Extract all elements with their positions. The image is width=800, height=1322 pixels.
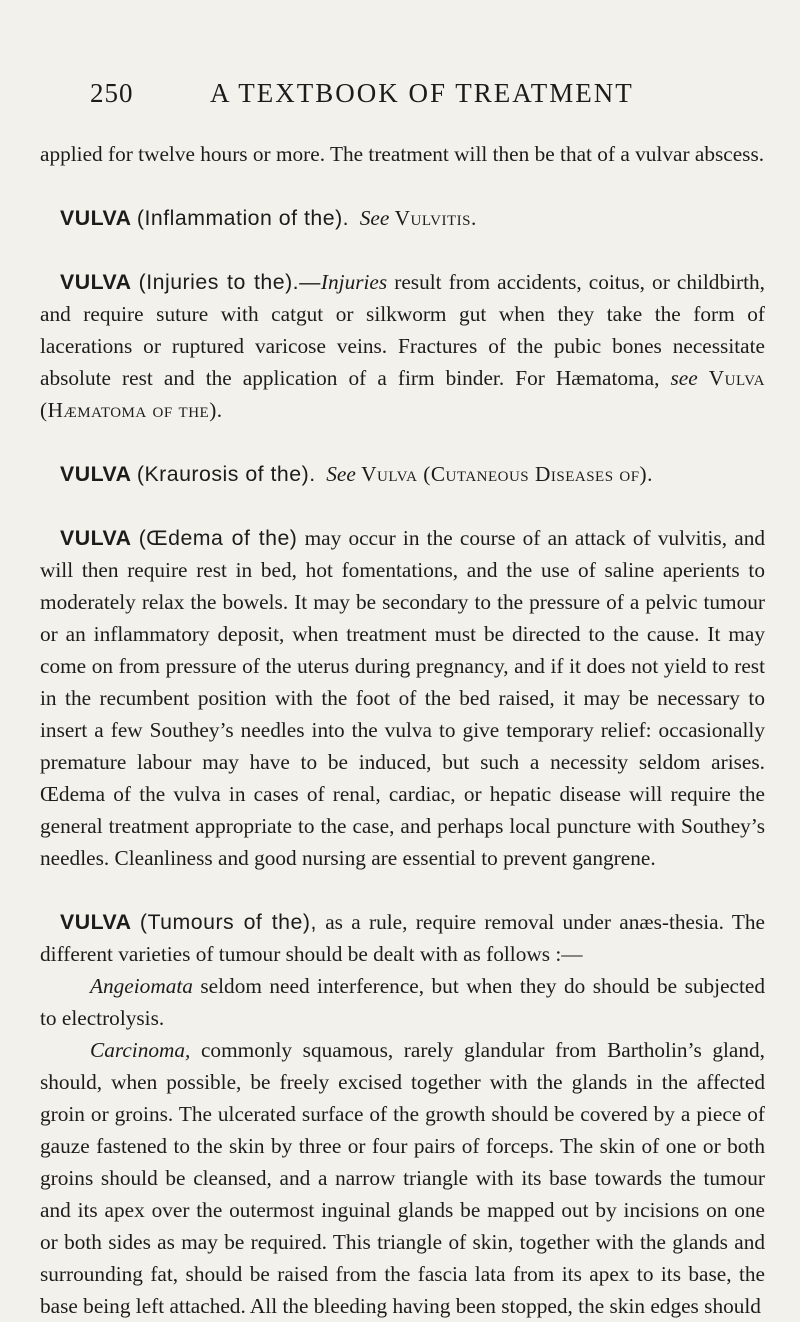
entry-text: as a rule, require removal under anæs-thesia. The different varieties of tumour should be dealt with as follows :— bbox=[40, 910, 766, 966]
subentry-term: Carcinoma, bbox=[90, 1038, 191, 1062]
entry-heading: (Tumours of the), bbox=[139, 910, 317, 934]
see-label: See bbox=[326, 462, 356, 486]
entry-heading: (Inflammation of the). bbox=[136, 206, 350, 230]
entry-vulva-tumours bbox=[40, 906, 765, 970]
entry-heading: (Injuries to the).— bbox=[138, 270, 321, 294]
subentry-text: seldom need interference, but when they do should be subjected to electrolysis. bbox=[40, 974, 765, 1030]
see-label: See bbox=[359, 206, 390, 230]
entry-heading: (Œdema of the) bbox=[138, 526, 298, 550]
subentry-angeiomata bbox=[40, 970, 765, 1034]
subentry-term: Angeiomata bbox=[90, 974, 193, 998]
continuation-text: applied for twelve hours or more. The treatment will then be that of a vulvar abscess. bbox=[40, 142, 765, 166]
entry-vulva-oedema bbox=[40, 522, 765, 874]
entry-vulva-inflammation bbox=[40, 202, 765, 234]
page-number: 250 bbox=[90, 78, 134, 108]
entry-keyword: VULVA bbox=[60, 526, 132, 550]
entry-vulva-injuries bbox=[40, 266, 765, 426]
cross-reference: Vulva (Cutaneous Diseases of). bbox=[361, 462, 653, 486]
entry-vulva-kraurosis bbox=[40, 458, 765, 490]
cross-reference: Vulva (Hæmatoma of the). bbox=[40, 366, 765, 422]
entry-text: may occur in the course of an attack of vulvitis, and will then require rest in bed, hot fomentations, and the use of saline aperients to moderately relax the bowels. It may be secondary to the pressure of a pelvic tumour or an inflammatory deposit, when treatment must be directed to the cause. It may come on from pressure of the uterus during pregnancy, and if it does not yield to rest in the recumbent position with the foot of the bed raised, it may be necessary to insert a few Southey’s needles into the vulva to give temporary relief: occasionally premature labour may have to be induced, but such a necessity seldom arises. Œdema of the vulva in cases of renal, cardiac, or hepatic disease will require the general treatment appropriate to the case, and perhaps local puncture with Southey’s needles. Cleanliness and good nursing are essential to prevent gangrene. bbox=[40, 526, 765, 870]
subentry-text: commonly squamous, rarely glandular from Bartholin’s gland, should, when possible, be freely excised together with the glands in the affected groin or groins. The ulcerated surface of the growth should be covered by a piece of gauze fastened to the skin by three or four pairs of forceps. The skin of one or both groins should be cleansed, and a narrow triangle with its base towards the tumour and its apex over the outermost inguinal glands be mapped out by incisions on one or both sides as may be required. This triangle of skin, together with the glands and surrounding fat, should be raised from the fascia lata from its apex to its base, the base being left attached. All the bleeding having been stopped, the skin edges should bbox=[40, 1038, 765, 1318]
entry-heading: (Kraurosis of the). bbox=[136, 462, 316, 486]
subentry-carcinoma bbox=[40, 1034, 765, 1322]
page-body bbox=[40, 138, 765, 1322]
see-label: see bbox=[670, 366, 698, 390]
running-title: A TEXTBOOK OF TREATMENT bbox=[210, 78, 634, 108]
entry-text: result from accidents, coitus, or childbirth, and require suture with catgut or silkworm gut when they take the form of lacerations or ruptured varicose veins. Fractures of the pubic bones necessitate absolute rest and the application of a firm binder. For Hæmatoma, bbox=[40, 270, 766, 390]
entry-lead-term: Injuries bbox=[320, 270, 388, 294]
entry-keyword: VULVA bbox=[60, 206, 132, 230]
continuation-paragraph bbox=[40, 138, 765, 170]
entry-keyword: VULVA bbox=[60, 462, 132, 486]
cross-reference: Vulvitis. bbox=[394, 206, 477, 230]
entry-keyword: VULVA bbox=[60, 910, 132, 934]
entry-keyword: VULVA bbox=[60, 270, 132, 294]
